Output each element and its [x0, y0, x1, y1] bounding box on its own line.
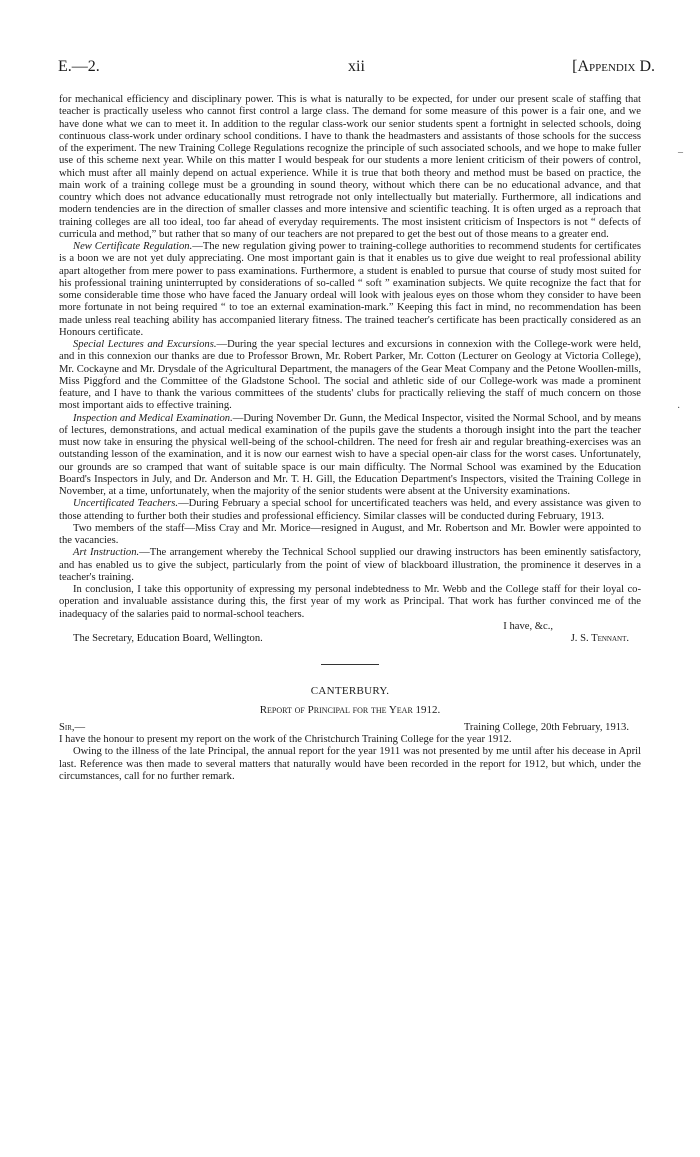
paragraph-heading: Special Lectures and Excursions.	[73, 339, 217, 350]
salutation: Sir,—	[59, 721, 86, 733]
signature-line	[59, 633, 641, 645]
paragraph: In conclusion, I take this opportunity of expressing my personal indebtedness to Mr. Webb and the College staff for their loyal co-operation and invaluable assistance during this, the first year of my work as Principal. That work has further convinced me of the inadequacy of the salaries paid to normal-school teachers.	[59, 584, 641, 620]
paragraph: Two members of the staff—Miss Cray and Mr. Morice—resigned in August, and Mr. Robertson and Mr. Bowler were appointed to the vacancies.	[59, 522, 641, 546]
document-body	[59, 94, 641, 783]
section-subtitle: Report of Principal for the Year 1912.	[259, 703, 441, 716]
paragraph: Uncertificated Teachers.—During February a special school for uncertificated teachers was held, and every assistance was given to those attending to further both their studies and professional efficiency. Similar classes will be conducted during February, 1913.	[59, 498, 641, 522]
paragraph: New Certificate Regulation.—The new regulation giving power to training-college authorities to recommend students for certificates is a boon we are not yet duly appreciating. One most important gain is that it enables us to give due weight to real professional ability apart altogether from mere power to pass examinations. Furthermore, a student is enabled to pursue that course of study most suited for his professional training uninterrupted by considerations of so-called “ soft ” examination subjects. We quite recognize the fact that for some considerable time those who have faced the January ordeal will look with jealous eyes on those whom they consider to have been more fortunate in not being required “ to toe an external examination-mark.” Keeping this fact in mind, no recommendation has been made unless real teaching ability has accompanied literary fitness. The trained teacher's certificate has been practically considered as an Honours certificate.	[59, 241, 641, 338]
paragraph-heading: New Certificate Regulation.	[73, 241, 193, 252]
paragraph: I have the honour to present my report on the work of the Christchurch Training College for the year 1912.	[59, 734, 512, 745]
paragraph: Art Instruction.—The arrangement whereby the Technical School supplied our drawing instructors has been eminently satisfactory, and has enabled us to give the subject, particularly from the point of view of blackboard illustration, the prominence it deserves in a teacher's training.	[59, 547, 641, 583]
paragraph: for mechanical efficiency and disciplinary power. This is what is naturally to be expected, for under our present scale of staffing that teacher is practically useless who cannot first control a large class. The demand for some measure of this power is a fair one, and we have done what we can to meet it. In addition to the regular class-work our senior students spent a fortnight in selected schools, doing continuous class-work under ordinary school conditions. I have to thank the headmasters and assistants of those schools for the success of the experiment. The new Training College Regulations recognize the principle of such associated schools, and we hope to make fuller use of this scheme next year. While on this matter I would bespeak for our students a more lenient criticism of their powers of control, which must after all mainly depend on actual experience. While it is true that both theory and method must be based on practice, the main work of a training college must be a grounding in sound theory, without which there can be no educational advance, and that country which does not advance educationally must retrograde not only intellectually but materially. Furthermore, all indications and modern tendencies are in the direction of smaller classes and more intensive and scientific teaching. It is often urged as a reproach that training colleges are all too ideal, too far ahead of everyday requirements. The most insistent criticism of Inspectors is not “ defects of curricula and method,” but rather that so many of our teachers are not prepared to get the best out of those means to a greater end.	[59, 94, 641, 240]
paragraph: Owing to the illness of the late Principal, the annual report for the year 1911 was not presented by me until after his decease in April last. Reference was then made to several matters that naturally would have been recorded in the report for 1912, but which, under the circumstances, call for no further remark.	[59, 746, 641, 782]
header-page-number: xii	[348, 58, 365, 75]
addressee: The Secretary, Education Board, Wellington.	[73, 633, 263, 644]
paragraph: Special Lectures and Excursions.—During the year special lectures and excursions in connexion with the College-work were held, and in this connexion our thanks are due to Professor Brown, Mr. Robert Parker, Mr. Cotton (Lecturer on Geology at Victoria College), Mr. Cockayne and Mr. Drysdale of the Agricultural Department, the managers of the Gear Meat Company and the Petone Woollen-mills, Miss Piggford and the Committee of the Gladstone School. The social and athletic side of our College-work was made a prominent feature, and I have to thank the various committees of the students' clubs for practically relieving the staff of much concern on those most important aids to effective training.	[59, 339, 641, 412]
header-series: E.—2.	[58, 58, 100, 75]
paragraph: Inspection and Medical Examination.—During November Dr. Gunn, the Medical Inspector, visited the Normal School, and by means of lectures, demonstrations, and actual medical examination of the pupils gave the students a thorough insight into the part the teacher must now take in ensuring the physical well-being of the school-children. The need for fresh air and regular breathing-exercises was an outstanding lesson of the examination, and it is now our earnest wish to have a special open-air class for the worst cases. Unfortunately, our grounds are so cramped that want of suitable space is our main difficulty. The Normal School was examined by the Education Board's Inspectors in July, and Dr. Anderson and Mr. T. H. Gill, the Education Department's Inspectors, visited the Training College in November, at a time, unfortunately, when the majority of the senior students were absent at the University examinations.	[59, 412, 641, 497]
paragraph-heading: Art Instruction.	[73, 547, 140, 559]
section-title: CANTERBURY.	[310, 685, 390, 698]
page-header	[58, 58, 655, 80]
header-appendix: [Appendix D.	[572, 58, 655, 75]
margin-mark: –	[678, 147, 683, 158]
paragraph-heading: Uncertificated Teachers.	[73, 498, 179, 510]
margin-dot: ·	[677, 403, 681, 414]
paragraph-heading: Inspection and Medical Examination.	[73, 412, 233, 424]
dateline: Training College, 20th February, 1913.	[463, 721, 629, 733]
closing-line: I have, &c.,	[503, 620, 553, 632]
section-divider	[321, 664, 379, 665]
salutation-line	[59, 722, 641, 734]
signatory: J. S. Tennant.	[570, 633, 629, 644]
